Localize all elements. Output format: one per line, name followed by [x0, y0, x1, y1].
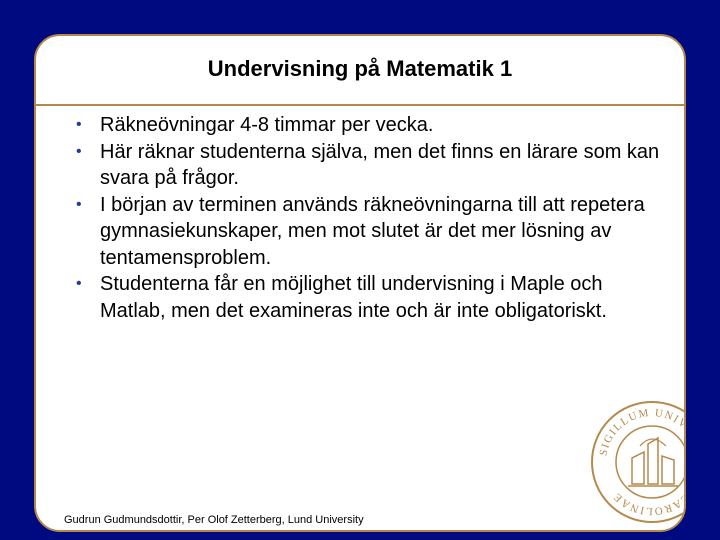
bullet-dot-icon: • [76, 142, 82, 160]
slide-title: Undervisning på Matematik 1 [207, 56, 513, 81]
university-seal-icon [588, 398, 708, 526]
slide-frame [34, 34, 708, 532]
footer-credits: Gudrun Gudmundsdottir, Per Olof Zetterberg, Lund University [64, 514, 364, 526]
bullet-text: Studenterna får en möjlighet till undervisning i Maple och Matlab, men det examineras inte och är inte obligatoriskt. [100, 273, 607, 322]
title-divider [36, 104, 684, 106]
bullet-dot-icon: • [76, 275, 82, 292]
bullet-item [76, 139, 666, 192]
bullet-item [76, 271, 666, 324]
seal-text: SIGILLUM UNIVERSITATIS CAROLINAE [597, 406, 708, 518]
bullet-list [76, 112, 666, 324]
bullet-item [76, 192, 666, 272]
bullet-text: I början av terminen används räkneövningarna till att repetera gymnasiekunskaper, men mot slutet är det mer lösning av tentamensproblem. [100, 193, 645, 269]
bullet-dot-icon: • [76, 195, 82, 213]
bullet-dot-icon: • [76, 116, 82, 133]
bullet-item [76, 112, 666, 139]
svg-text:SIGILLUM UNIVERSITATIS CAROLIN [597, 406, 708, 518]
bullet-text: Här räknar studenterna själva, men det finns en lärare som kan svara på frågor. [100, 140, 660, 189]
bullet-text: Räkneövningar 4-8 timmar per vecka. [100, 114, 434, 136]
